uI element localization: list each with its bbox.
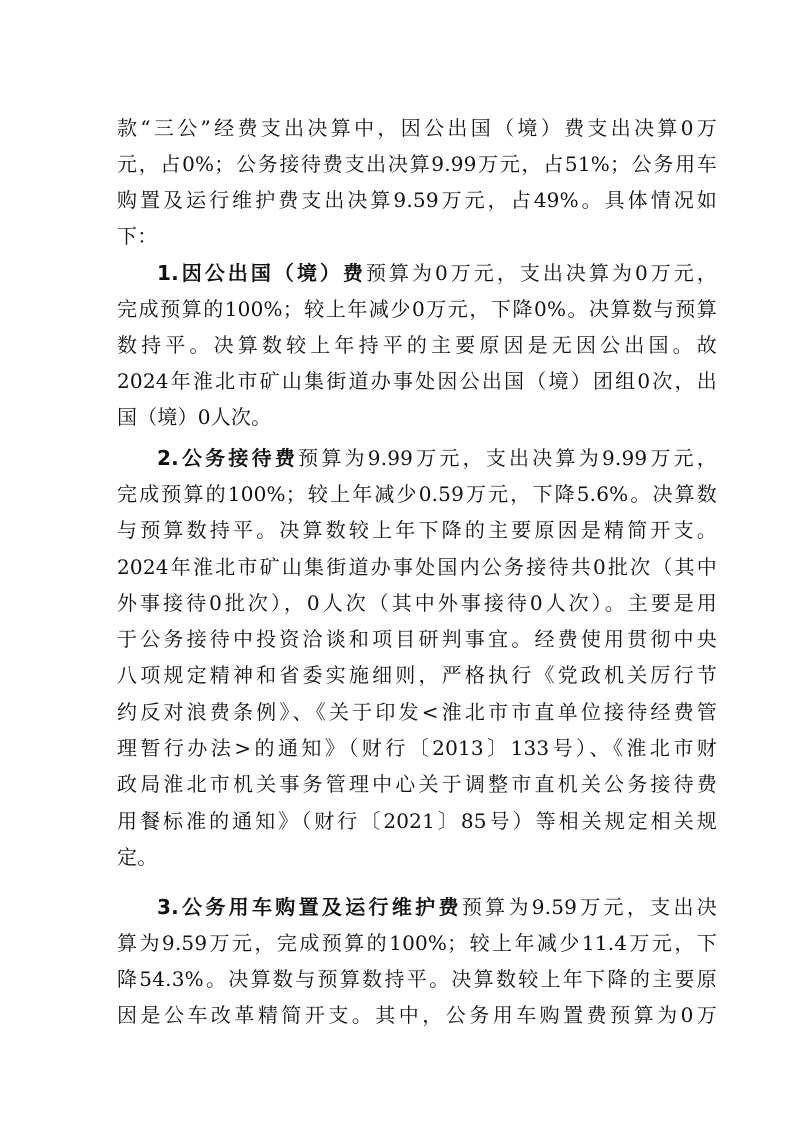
section-heading: 2.公务接待费 <box>157 446 299 470</box>
section-heading-line <box>157 256 717 290</box>
body-text-line: 外事接待0批次），0人次（其中外事接待0人次）。主要是用 <box>117 591 717 615</box>
body-text-line: 八项规定精神和省委实施细则，严格执行《党政机关厉行节 <box>117 663 717 687</box>
body-text-line: 与预算数持平。决算数较上年下降的主要原因是精简开支。 <box>117 518 717 542</box>
body-text-line: 2024年淮北市矿山集街道办事处因公出国（境）团组0次，出 <box>117 369 717 393</box>
body-text: 预算为9.99万元，支出决算为9.99万元， <box>298 446 717 470</box>
section-heading-line <box>157 890 717 924</box>
body-text-line: 数持平。决算数较上年持平的主要原因是无因公出国。故 <box>117 333 717 357</box>
body-text-line: 算为9.59万元，完成预算的100%；较上年减少11.4万元，下 <box>117 931 717 955</box>
body-text-line: 定。 <box>117 845 158 869</box>
body-text-line: 理暂行办法>的通知》（财行〔2013〕133号）、《淮北市财 <box>117 736 717 760</box>
body-text-line: 购置及运行维护费支出决算9.59万元，占49%。具体情况如 <box>117 188 717 212</box>
body-text-line: 2024年淮北市矿山集街道办事处国内公务接待共0批次（其中 <box>117 555 717 579</box>
body-text: 预算为0万元，支出决算为0万元， <box>365 261 717 285</box>
section-heading: 1.因公出国（境）费 <box>157 261 366 285</box>
body-text-line: 政局淮北市机关事务管理中心关于调整市直机关公务接待费 <box>117 772 717 796</box>
body-text-line: 元，占0%；公务接待费支出决算9.99万元，占51%；公务用车 <box>117 152 717 176</box>
body-text-line: 于公务接待中投资洽谈和项目研判事宜。经费使用贯彻中央 <box>117 627 717 651</box>
section-heading-line <box>157 441 717 475</box>
body-text: 预算为9.59万元，支出决 <box>461 895 717 919</box>
body-text-line: 约反对浪费条例》、《关于印发<淮北市市直单位接待经费管 <box>117 700 717 724</box>
body-text-line: 完成预算的100%；较上年减少0万元，下降0%。决算数与预算 <box>117 297 717 321</box>
body-text-line: 款“三公”经费支出决算中，因公出国（境）费支出决算0万 <box>117 116 717 140</box>
body-text-line: 用餐标准的通知》（财行〔2021〕85号）等相关规定相关规 <box>117 809 717 833</box>
body-text-line: 国（境）0人次。 <box>117 405 272 429</box>
section-heading: 3.公务用车购置及运行维护费 <box>157 895 462 919</box>
body-text-line: 下： <box>117 224 158 248</box>
body-text-line: 降54.3%。决算数与预算数持平。决算数较上年下降的主要原 <box>117 967 717 991</box>
body-text-line: 因是公车改革精简开支。其中，公务用车购置费预算为0万 <box>117 1003 717 1027</box>
body-text-line: 完成预算的100%；较上年减少0.59万元，下降5.6%。决算数 <box>117 482 717 506</box>
